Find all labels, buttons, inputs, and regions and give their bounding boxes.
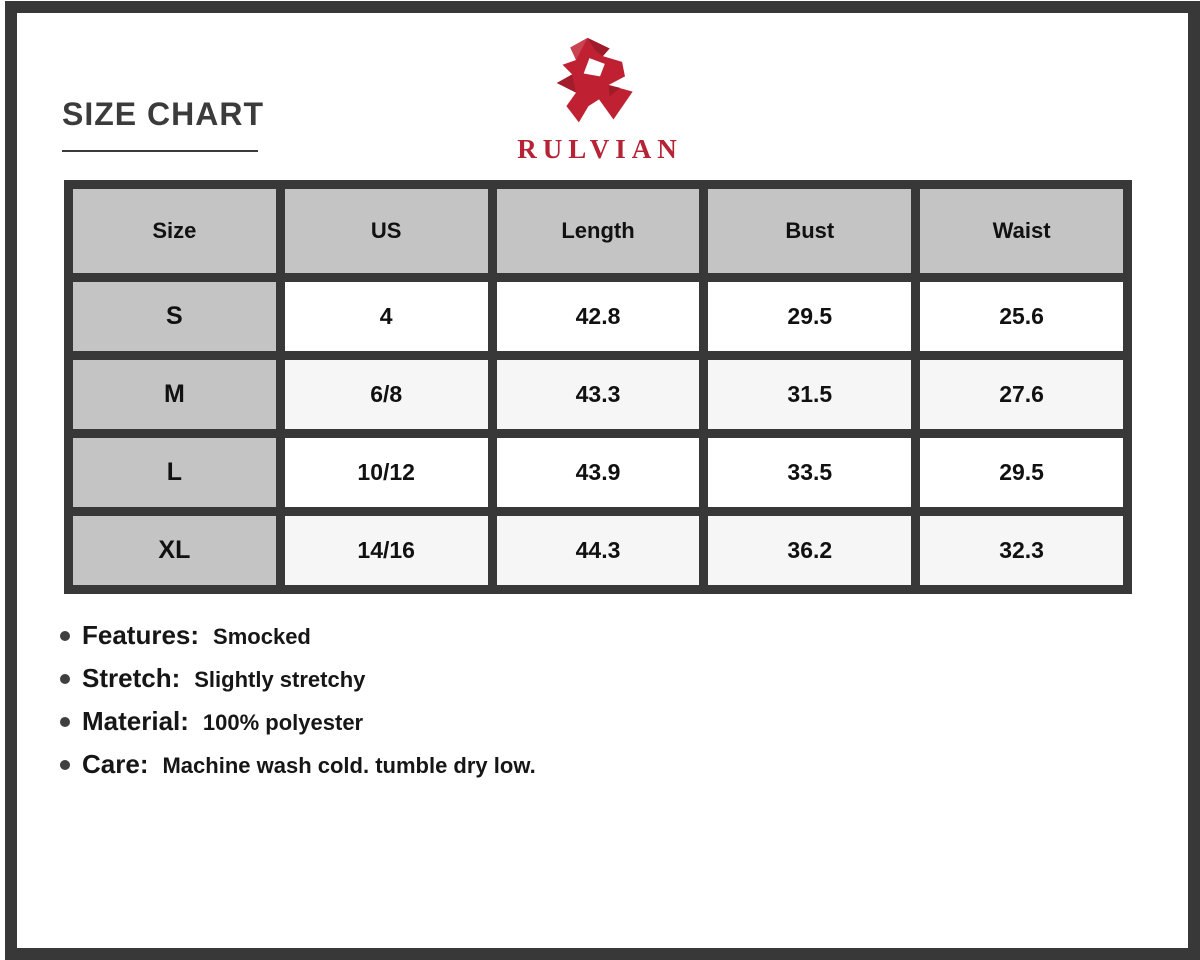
column-header-us: US — [285, 189, 488, 273]
detail-value: Smocked — [213, 624, 311, 649]
bullet-icon — [60, 717, 70, 727]
waist-cell: 32.3 — [920, 516, 1123, 585]
column-header-bust: Bust — [708, 189, 911, 273]
detail-value: Slightly stretchy — [194, 667, 366, 692]
us-cell: 4 — [285, 282, 488, 351]
stylized-r-logo-icon — [551, 36, 649, 132]
table-row-s — [73, 282, 1123, 351]
detail-label: Features: — [82, 620, 200, 650]
table-row-xl — [73, 516, 1123, 585]
bust-cell: 33.5 — [708, 438, 911, 507]
table-body — [73, 282, 1123, 585]
detail-item-care — [60, 749, 536, 781]
header-row — [73, 189, 1123, 273]
detail-label: Stretch: — [82, 663, 181, 693]
size-cell: M — [73, 360, 276, 429]
size-cell: L — [73, 438, 276, 507]
column-header-size: Size — [73, 189, 276, 273]
detail-item-stretch — [60, 663, 536, 695]
us-cell: 10/12 — [285, 438, 488, 507]
bust-cell: 36.2 — [708, 516, 911, 585]
product-details-list — [60, 620, 536, 792]
detail-value: 100% polyester — [202, 710, 364, 735]
length-cell: 44.3 — [497, 516, 700, 585]
size-cell: S — [73, 282, 276, 351]
bullet-icon — [60, 760, 70, 770]
waist-cell: 27.6 — [920, 360, 1123, 429]
detail-item-features — [60, 620, 536, 652]
waist-cell: 29.5 — [920, 438, 1123, 507]
table-row-l — [73, 438, 1123, 507]
size-cell: XL — [73, 516, 276, 585]
detail-item-material — [60, 706, 536, 738]
length-cell: 43.9 — [497, 438, 700, 507]
brand-logo — [0, 36, 1200, 165]
page-title: SIZE CHART — [62, 96, 264, 132]
detail-label: Care: — [82, 749, 149, 779]
table-header — [73, 189, 1123, 273]
length-cell: 42.8 — [497, 282, 700, 351]
bullet-icon — [60, 631, 70, 641]
size-chart-table — [64, 180, 1132, 594]
bust-cell: 31.5 — [708, 360, 911, 429]
bullet-icon — [60, 674, 70, 684]
table-row-m — [73, 360, 1123, 429]
us-cell: 6/8 — [285, 360, 488, 429]
waist-cell: 25.6 — [920, 282, 1123, 351]
detail-value: Machine wash cold. tumble dry low. — [162, 753, 536, 778]
bust-cell: 29.5 — [708, 282, 911, 351]
us-cell: 14/16 — [285, 516, 488, 585]
column-header-waist: Waist — [920, 189, 1123, 273]
column-header-length: Length — [497, 189, 700, 273]
brand-name: RULVIAN — [517, 134, 683, 164]
detail-label: Material: — [82, 706, 189, 736]
length-cell: 43.3 — [497, 360, 700, 429]
